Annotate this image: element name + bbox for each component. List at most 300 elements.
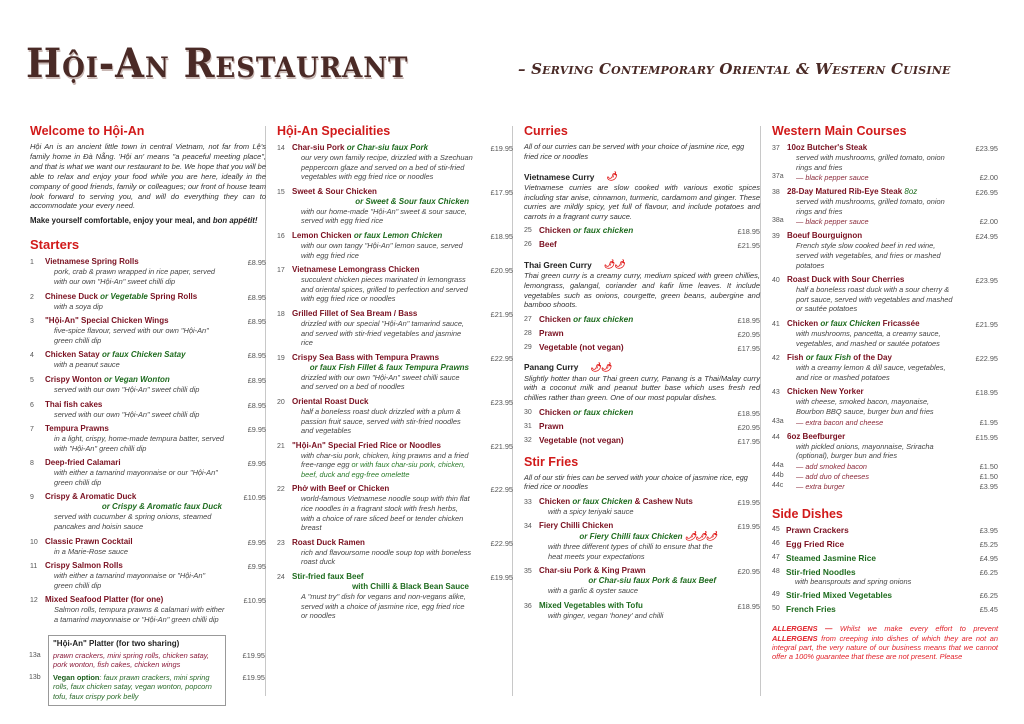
item-body (787, 432, 998, 461)
curry-item (524, 422, 760, 431)
item-price: £8.95 (247, 258, 266, 268)
item-body (292, 484, 513, 532)
item-description (45, 326, 226, 345)
item-description-text: with either a tamarind mayonnaise or our "Hội-An" green chilli dip (54, 468, 218, 487)
item-body (292, 441, 513, 480)
item-number: 44 (772, 433, 780, 441)
item-name-suffix: Spring Rolls (150, 291, 198, 301)
item-extra (772, 472, 998, 481)
extra-price: £2.00 (979, 173, 998, 183)
item-price: £22.95 (490, 353, 513, 363)
item-name: Oriental Roast Duck (292, 396, 369, 406)
item-description-text: pork, crab & prawn wrapped in rice paper, served with our own "Hội-An" sweet chilli dip (54, 267, 216, 286)
menu-item (30, 350, 266, 370)
item-body (539, 497, 760, 517)
menu-item (524, 521, 760, 561)
menu-item (772, 275, 998, 314)
item-name: Steamed Jasmine Rice (786, 552, 876, 563)
item-description (292, 241, 473, 260)
item-name: Roast Duck Ramen (292, 537, 365, 547)
item-number: 48 (772, 567, 780, 575)
menu-item (277, 265, 513, 304)
item-name-suffix: of the Day (853, 353, 892, 363)
item-number: 16 (277, 232, 285, 240)
curry-name: Panang Curry (524, 362, 579, 373)
item-price: £6.25 (979, 567, 998, 577)
item-number: 10 (30, 538, 38, 546)
item-body (786, 604, 836, 614)
side-item (772, 553, 998, 563)
item-name: Tempura Prawns (45, 424, 109, 434)
extra-label: — add smoked bacon (796, 461, 867, 471)
item-name-line (292, 484, 473, 494)
item-vegan-alt: or faux Fish (805, 353, 852, 363)
item-description-text: five-spice flavour, served with our own "Hội-An" green chilli dip (54, 326, 209, 345)
item-name-line (539, 240, 557, 249)
item-description (45, 385, 226, 395)
item-price: £23.95 (975, 276, 998, 286)
item-number: 21 (277, 442, 285, 450)
item-name: Vegetable (not vegan) (539, 342, 624, 352)
item-vegan-alt: or faux Lemon Chicken (353, 230, 443, 240)
item-price: £22.95 (975, 354, 998, 364)
item-body (45, 458, 266, 487)
item-name: Chicken (539, 226, 571, 236)
curry-item (524, 436, 760, 445)
item-description (539, 611, 720, 621)
item-name-line (292, 397, 473, 407)
item-price: £23.95 (975, 144, 998, 153)
item-price: £20.95 (490, 266, 513, 276)
platter-box (29, 635, 265, 706)
item-name-line (45, 561, 226, 571)
side-item (772, 525, 998, 535)
item-description-text: half a boneless roast duck with a sour cherry & port sauce, served with vegetables and mashed or sautée potatoes (796, 285, 953, 314)
item-description-text: with char-siu pork, chicken, king prawns and a fried free-range egg (301, 450, 469, 470)
item-number: 34 (524, 523, 532, 531)
column-divider (760, 126, 761, 696)
item-body (787, 275, 998, 314)
menu-item (524, 601, 760, 621)
chilli-icon: 🌶🌶 (590, 361, 612, 372)
item-description (539, 507, 720, 517)
item-number: 14 (277, 145, 285, 152)
item-number: 36 (524, 602, 532, 610)
item-vegan-alt: or Fiery Chilli faux Chicken (579, 532, 683, 542)
item-name: Crispy Salmon Rolls (45, 561, 123, 571)
item-name-line (787, 432, 958, 442)
item-name: "Hội-An" Special Fried Rice or Noodles (292, 440, 441, 450)
item-name-line (292, 441, 473, 451)
item-number: 29 (524, 343, 532, 351)
item-price: £17.95 (737, 436, 760, 446)
item-vegan-alt: or faux chicken (573, 226, 634, 236)
item-name-line (292, 353, 473, 363)
item-description (787, 329, 958, 348)
item-description-text: French style slow cooked beef in red wine, served with vegetables, and fries or mashed potatoes (796, 241, 941, 270)
item-price: £20.95 (737, 329, 760, 339)
item-number: 11 (30, 563, 38, 571)
item-description-text: with pickled onions, mayonnaise, Sriracha (optional), burger bun and fries (796, 441, 934, 461)
menu-item (524, 566, 760, 596)
item-description: with beansprouts and spring onions (795, 576, 912, 586)
item-vegan-alt-line (539, 531, 720, 542)
item-body (292, 187, 513, 226)
item-name-line (45, 350, 226, 360)
curry-description: Vietnamese curries are slow cooked with various exotic spices including star anise, cinnamon, turmeric, cardamom and ginger. These curries are mildly spicy, yet full of flavour, and include potatoes and carrots in a fragrant curry sauce. (524, 183, 760, 221)
item-price: £19.95 (737, 522, 760, 532)
item-description (292, 319, 473, 348)
item-description (292, 494, 473, 532)
item-price: £26.95 (975, 188, 998, 198)
item-name: Lemon Chicken (292, 230, 352, 240)
item-price: £18.95 (737, 315, 760, 325)
item-name-line (539, 436, 624, 445)
item-body (787, 143, 998, 172)
item-description (787, 153, 958, 172)
item-price: £8.95 (247, 317, 266, 327)
item-body (539, 566, 760, 596)
curry-item (524, 226, 760, 235)
curry-item (524, 315, 760, 324)
allergens-notice: ALLERGENS — Whilst we make every effort to prevent ALLERGENS from creeping into dishes of which they are not an integral part, the very nature of our business means that we cannot offer a 100% guarantee that these are not present. Please (772, 624, 998, 662)
extra-number: 38a (772, 217, 784, 225)
item-number: 33 (524, 498, 532, 506)
curry-name: Thai Green Curry (524, 259, 592, 270)
item-number: 24 (277, 574, 285, 582)
item-description (45, 605, 226, 624)
item-name-line (45, 257, 226, 267)
item-price: £9.95 (247, 562, 266, 572)
item-description-text: served with our own "Hội-An" sweet chilli dip (54, 409, 200, 419)
specialities-heading: Hội-An Specialities (277, 124, 391, 138)
item-price: £8.95 (247, 375, 266, 385)
item-name-line (45, 316, 226, 326)
extra-number: 44a (772, 461, 784, 469)
menu-item (772, 143, 998, 172)
item-number: 12 (30, 597, 38, 605)
item-body (45, 424, 266, 453)
menu-item (277, 572, 513, 621)
item-price: £19.95 (490, 144, 513, 153)
item-name: Chicken (787, 318, 819, 328)
menu-item (277, 309, 513, 348)
item-name-line (292, 143, 473, 153)
curries-heading: Curries (524, 124, 568, 138)
item-name-line (787, 353, 958, 363)
item-number: 25 (524, 227, 532, 235)
extra-label: — black pepper sauce (796, 173, 869, 183)
item-vegan-alt: or Vegan Wonton (103, 374, 170, 384)
item-name-line (787, 387, 958, 397)
item-number: 45 (772, 525, 780, 533)
item-name: 6oz Beefburger (787, 431, 846, 441)
item-name: Prawn (539, 328, 564, 338)
item-name: Chicken (539, 314, 571, 324)
item-description (539, 586, 720, 596)
item-vegan-alt: or faux chicken (573, 407, 634, 417)
item-description-text: with mushrooms, pancetta, a creamy sauce, vegetables, and mashed or sautée potatoes (796, 328, 941, 348)
item-name: Boeuf Bourguignon (787, 231, 863, 241)
platter-row: 13a £19.95 prawn crackers, mini spring rolls, chicken satay, pork wonton, fish cakes, chicken wings (29, 650, 265, 670)
item-name: Egg Fried Rice (786, 538, 845, 549)
item-number: 5 (30, 376, 34, 384)
item-description-text: in a light, crispy, home-made tempura batter, served with "Hội-An" green chilli dip (54, 434, 224, 453)
item-price: £21.95 (490, 441, 513, 451)
item-number: 9 (30, 494, 34, 502)
item-price: £17.95 (490, 187, 513, 197)
item-number: 39 (772, 233, 780, 241)
item-body (787, 319, 998, 348)
item-name-line (45, 375, 226, 385)
menu-item (30, 458, 266, 487)
item-vegan-alt-line (292, 363, 473, 373)
item-name: 28-Day Matured Rib-Eye Steak (787, 187, 903, 197)
item-price: £18.95 (490, 231, 513, 241)
item-vegan-alt: or faux Chicken (572, 496, 633, 506)
item-name-line (539, 497, 720, 507)
extra-price: £1.95 (979, 417, 998, 427)
item-number: 27 (524, 315, 532, 323)
item-vegan-alt: 8oz (904, 187, 918, 197)
item-name-line (45, 492, 226, 502)
item-body (787, 187, 998, 216)
item-name-line (45, 537, 226, 547)
item-description-text: our very own family recipe, drizzled with a Szechuan peppercorn glaze and served on a bed of stir-fried vegetables with egg fried rice or noodles (301, 153, 473, 182)
item-vegan-alt: or Sweet & Sour faux Chicken (355, 196, 469, 206)
item-extra (772, 482, 998, 491)
item-name-line (539, 226, 633, 235)
item-description (292, 548, 473, 567)
item-vegan-alt-line (292, 197, 473, 207)
item-name-line (539, 315, 633, 324)
chilli-icon: 🌶🌶🌶 (684, 531, 716, 542)
item-vegan-alt: or Char-siu faux Pork (346, 143, 429, 152)
specialities-list (277, 143, 513, 621)
item-description-text: with a creamy lemon & dill sauce, vegetables, and rice or mashed potatoes (796, 363, 946, 382)
item-name: Crispy Wonton (45, 374, 102, 384)
item-name-suffix: & Cashew Nuts (634, 496, 693, 506)
item-name-line (787, 231, 958, 241)
menu-item (277, 231, 513, 260)
menu-item (30, 400, 266, 420)
menu-item (277, 484, 513, 532)
item-body (292, 231, 513, 260)
menu-item (30, 424, 266, 453)
item-name-line (292, 572, 473, 582)
item-vegan-alt-line (45, 502, 226, 512)
curry-description: Slightly hotter than our Thai green curry, Panang is a Thai/Malay curry with a coconut milk and peanut butter base which uses fresh red chillies rather than green. One of our most popular dishes. (524, 373, 760, 402)
item-name: Grilled Fillet of Sea Bream / Bass (292, 308, 418, 318)
item-description (787, 363, 958, 382)
item-name-line (539, 408, 633, 417)
item-name: French Fries (786, 604, 836, 615)
item-price: £21.95 (737, 241, 760, 251)
item-description (787, 285, 958, 314)
item-body (45, 350, 266, 370)
extra-price: £3.95 (979, 481, 998, 491)
menu-item (772, 353, 998, 382)
item-price: £3.95 (979, 525, 998, 535)
item-vegan-alt: with Chilli & Black Bean Sauce (352, 582, 469, 592)
item-description (45, 302, 226, 312)
item-number: 32 (524, 436, 532, 444)
item-name: Crispy & Aromatic Duck (45, 492, 137, 502)
item-vegan-alt: or faux Chicken Satay (101, 350, 186, 360)
item-name-line (45, 458, 226, 468)
item-description (292, 407, 473, 436)
item-number: 20 (277, 398, 285, 406)
item-description-text: with ginger, vegan 'honey' and chilli (548, 610, 664, 620)
item-name: Prawn (539, 421, 564, 431)
item-price: £8.95 (247, 292, 266, 302)
starters-list (30, 257, 266, 624)
item-price: £9.95 (247, 537, 266, 547)
stirfries-heading: Stir Fries (524, 454, 579, 469)
western-heading: Western Main Courses (772, 124, 907, 138)
item-price: £5.25 (979, 539, 998, 549)
item-name: Char-siu Pork & King Prawn (539, 566, 646, 576)
item-number: 4 (30, 352, 34, 360)
menu-item (277, 143, 513, 182)
item-number: 28 (524, 329, 532, 337)
item-body (45, 492, 266, 531)
item-body (45, 595, 266, 624)
item-description-text: served with cucumber & spring onions, steamed pancakes and hoisin sauce (54, 512, 212, 532)
item-name-line (292, 187, 473, 197)
item-name-line (539, 422, 564, 431)
item-body (786, 553, 876, 563)
item-body (786, 525, 849, 535)
item-description (787, 241, 958, 270)
item-name-line (787, 187, 958, 197)
item-body (45, 400, 266, 420)
welcome-closing: Make yourself comfortable, enjoy your meal, and bon appétit! (30, 216, 258, 226)
item-price: £17.95 (737, 343, 760, 353)
item-description-text: with a garlic & oyster sauce (548, 586, 638, 596)
item-name: Stir-fried Mixed Vegetables (786, 590, 893, 601)
item-name: Sweet & Sour Chicken (292, 186, 377, 196)
item-body (292, 143, 513, 182)
menu-item (277, 397, 513, 436)
item-number: 40 (772, 277, 780, 285)
stirfries-list (524, 497, 760, 621)
item-description-text: drizzled with our special "Hội-An" tamarind sauce, and served with stir-fried vegetables and jasmine rice (301, 318, 464, 348)
item-price: £22.95 (490, 538, 513, 548)
starters-heading: Starters (30, 237, 80, 253)
item-body (292, 309, 513, 348)
restaurant-subtitle: – Serving Contemporary Oriental & Western Cuisine (518, 60, 951, 78)
curry-item (524, 329, 760, 338)
item-name-line (539, 601, 720, 611)
item-description-text: with three different types of chilli to ensure that the heat meets your expectations (548, 542, 713, 561)
item-name: Thai fish cakes (45, 399, 103, 409)
item-description-text: with a spicy teriyaki sauce (548, 506, 634, 516)
item-price: £9.95 (247, 425, 266, 435)
extra-label: — black pepper sauce (796, 217, 869, 227)
item-name: Prawn Crackers (786, 524, 849, 535)
item-body (539, 521, 760, 561)
item-vegan-alt-line (539, 576, 720, 586)
item-price: £10.95 (243, 493, 266, 503)
item-number: 7 (30, 426, 34, 434)
item-price: £18.95 (737, 408, 760, 418)
item-price: £9.95 (247, 459, 266, 469)
menu-item (30, 561, 266, 590)
item-name: Chinese Duck (45, 291, 98, 301)
item-number: 50 (772, 605, 780, 613)
item-number: 2 (30, 293, 34, 301)
sides-list (772, 525, 998, 615)
item-name-line (539, 343, 624, 352)
item-name-line (45, 595, 226, 605)
item-number: 1 (30, 259, 34, 267)
item-name-line (292, 309, 473, 319)
item-vegan-alt: or faux chicken (573, 314, 634, 324)
item-price: £20.95 (737, 567, 760, 577)
item-name: Fiery Chilli Chicken (539, 521, 614, 531)
item-price: £22.95 (490, 485, 513, 495)
menu-item (30, 316, 266, 345)
item-name: Beef (539, 240, 557, 250)
item-number: 22 (277, 486, 285, 494)
item-name: Crispy Sea Bass with Tempura Prawns (292, 352, 440, 362)
item-name: Deep-fried Calamari (45, 458, 121, 468)
item-name-line (787, 319, 958, 329)
item-name: Chicken (539, 407, 571, 417)
item-description-text: with cheese, smoked bacon, mayonaise, Bourbon BBQ sauce, burger bun and fries (796, 397, 934, 416)
welcome-text: Hội An is an ancient little town in central Vietnam, not far from Lệ's family home in Đà Nẵng. 'Hội an' means "a peaceful meeting place", and that is what we want our restaurant to be. We hope that you will be able to relax and enjoy your food while you are here, ideally in the company of good friends, family or colleagues; our front of house team look forward to serving you, and will do everything they can to accommodate your every need. (30, 142, 266, 211)
item-description-text: served with our own "Hội-An" sweet chilli dip (54, 384, 200, 394)
welcome-heading: Welcome to Hội-An (30, 124, 145, 138)
item-extra (772, 462, 998, 471)
item-price: £20.95 (737, 422, 760, 432)
item-number: 35 (524, 568, 532, 576)
curry-groups (524, 171, 760, 445)
platter-row-vegan: 13b £19.95 Vegan option: faux prawn crackers, mini spring rolls, faux chicken satay, vegan wonton, popcorn tofu, faux crispy pork belly (29, 672, 265, 701)
item-description-text: world-famous Vietnamese noodle soup with thin flat rice noodles in a fragrant stock with fresh herbs, with a choice of rare sliced beef or tender chicken breast (301, 494, 470, 533)
item-body (292, 572, 513, 621)
item-number: 18 (277, 310, 285, 318)
item-extra (772, 217, 998, 226)
item-number: 15 (277, 188, 285, 196)
extra-price: £1.50 (979, 461, 998, 471)
item-name-line (292, 231, 473, 241)
item-description (45, 360, 226, 370)
item-vegan-alt: or Char-siu faux Pork & faux Beef (588, 576, 716, 586)
item-name: Stir-fried faux Beef (292, 572, 364, 582)
item-number: 38 (772, 189, 780, 197)
item-body (786, 539, 844, 549)
item-description-text: rich and flavoursome noodle soup top with boneless roast duck (301, 547, 472, 567)
item-number: 47 (772, 553, 780, 561)
item-description (787, 397, 958, 416)
item-extra (772, 418, 998, 427)
menu-item (30, 257, 266, 286)
item-description (292, 153, 473, 182)
menu-item (772, 319, 998, 348)
menu-item (277, 538, 513, 567)
item-description-text: half a boneless roast duck drizzled with a plum & passion fruit sauce, served with stir-fried noodles and vegetables (301, 406, 461, 436)
curry-item (524, 343, 760, 352)
item-number: 3 (30, 318, 34, 326)
item-name-line (45, 424, 226, 434)
item-number: 42 (772, 355, 780, 363)
item-price: £18.95 (737, 227, 760, 237)
menu-item (30, 292, 266, 312)
item-number: 31 (524, 422, 532, 430)
platter-title: "Hội-An" Platter (for two sharing) (53, 638, 180, 648)
